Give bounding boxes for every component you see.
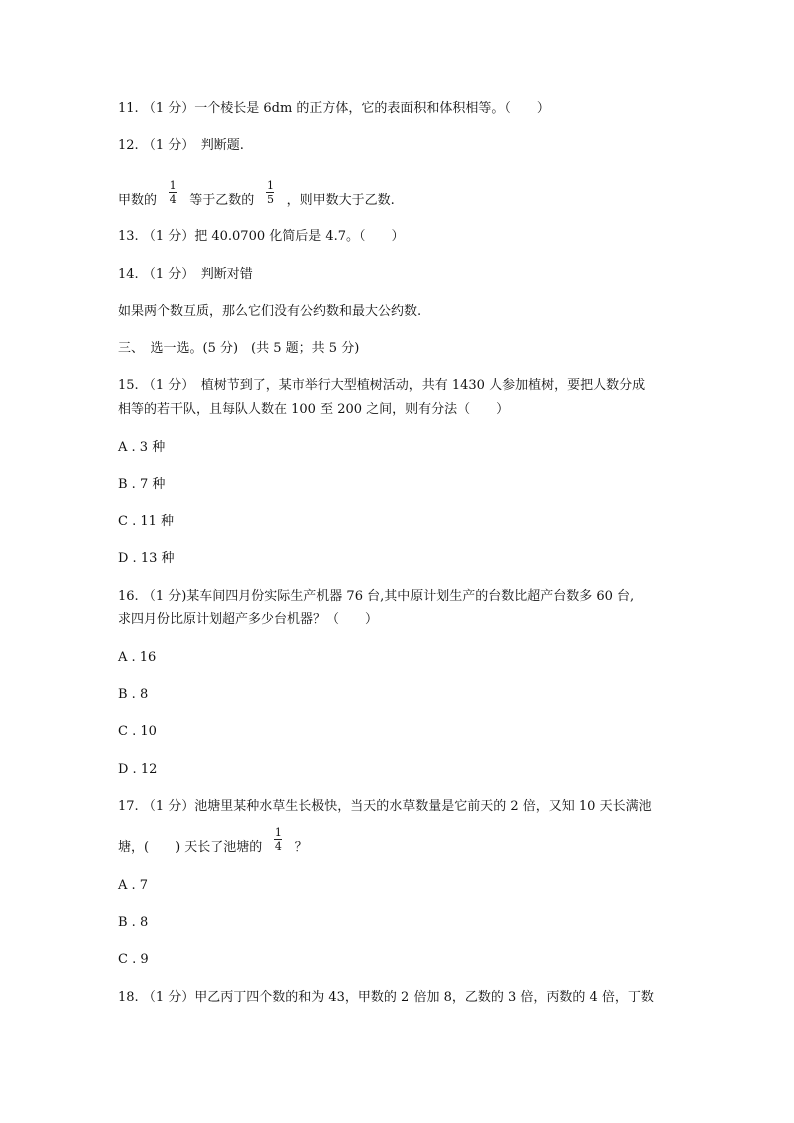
question-18 [118, 989, 654, 1007]
option-a[interactable] [118, 649, 156, 667]
question-text: ？ [294, 840, 308, 855]
question-number: 15. [118, 378, 139, 393]
option-label: B . 7 种 [118, 477, 166, 492]
question-number: 17. [118, 799, 139, 814]
question-number: 18. [118, 990, 139, 1005]
fraction-one-quarter [169, 180, 177, 205]
option-label: D . 12 [118, 762, 158, 777]
option-c[interactable] [118, 951, 149, 969]
option-c[interactable] [118, 513, 174, 531]
body-text: ，则甲数大于乙数. [286, 193, 395, 208]
fraction-denominator: 5 [266, 193, 274, 206]
body-text: 如果两个数互质，那么它们没有公约数和最大公约数. [118, 304, 422, 319]
option-d[interactable] [118, 550, 175, 568]
question-16-line2 [118, 611, 378, 629]
option-d[interactable] [118, 761, 157, 779]
question-number: 14. [118, 267, 139, 282]
option-label: B . 8 [118, 687, 149, 702]
option-label: C . 11 种 [118, 514, 175, 529]
question-text: （1 分） 判断题. [142, 138, 244, 153]
question-17-line2 [118, 826, 308, 860]
question-text: （1 分)某车间四月份实际生产机器 76 台,其中原计划生产的台数比超产台数多 60 台, [142, 589, 635, 604]
option-label: C . 10 [118, 724, 157, 739]
fraction-numerator: 1 [266, 179, 274, 192]
question-text: （1 分）一个棱长是 6dm 的正方体，它的表面积和体积相等。（ ） [142, 101, 550, 116]
fraction-denominator: 4 [169, 193, 177, 206]
question-text: （1 分） 植树节到了，某市举行大型植树活动，共有 1430 人参加植树，要把人数分成 [142, 378, 646, 393]
question-text: （1 分）把 40.0700 化简后是 4.7。（ ） [142, 229, 405, 244]
option-a[interactable] [118, 439, 165, 457]
section-title: 三、 选一选。(5 分) (共 5 题；共 5 分) [118, 341, 360, 356]
fraction-denominator: 4 [274, 840, 282, 853]
question-text: 塘，( ) 天长了池塘的 [118, 840, 263, 855]
question-12-body [118, 179, 395, 213]
question-number: 11. [118, 101, 139, 116]
question-number: 16. [118, 589, 139, 604]
question-text: 求四月份比原计划超产多少台机器？（ ） [118, 612, 379, 627]
fraction-numerator: 1 [274, 826, 282, 839]
option-a[interactable] [118, 877, 148, 895]
question-number: 12. [118, 138, 139, 153]
fraction-one-fifth [266, 180, 274, 205]
question-text: （1 分） 判断对错 [142, 267, 253, 282]
option-c[interactable] [118, 723, 157, 741]
option-label: A . 3 种 [118, 440, 166, 455]
question-12 [118, 137, 244, 155]
body-text: 等于乙数的 [189, 193, 255, 208]
option-label: A . 7 [118, 878, 149, 893]
option-b[interactable] [118, 914, 148, 932]
question-17 [118, 798, 652, 816]
question-14-body [118, 303, 421, 321]
option-label: C . 9 [118, 952, 149, 967]
question-14 [118, 266, 253, 284]
question-text: 相等的若干队，且每队人数在 100 至 200 之间，则有分法（ ） [118, 402, 510, 417]
question-text: （1 分）甲乙丙丁四个数的和为 43，甲数的 2 倍加 8，乙数的 3 倍，丙数的 4 倍，丁数 [142, 990, 654, 1005]
question-15-line2 [118, 401, 509, 419]
section-heading [118, 340, 359, 358]
option-label: B . 8 [118, 915, 149, 930]
option-b[interactable] [118, 476, 165, 494]
option-label: A . 16 [118, 650, 157, 665]
option-label: D . 13 种 [118, 551, 175, 566]
question-number: 13. [118, 229, 139, 244]
body-text: 甲数的 [118, 193, 158, 208]
question-11 [118, 100, 550, 118]
question-13 [118, 228, 405, 246]
question-15 [118, 377, 645, 395]
question-text: （1 分）池塘里某种水草生长极快，当天的水草数量是它前天的 2 倍，又知 10 天长满池 [142, 799, 652, 814]
fraction-one-quarter [274, 827, 282, 852]
fraction-numerator: 1 [169, 179, 177, 192]
question-16 [118, 588, 634, 606]
option-b[interactable] [118, 686, 148, 704]
